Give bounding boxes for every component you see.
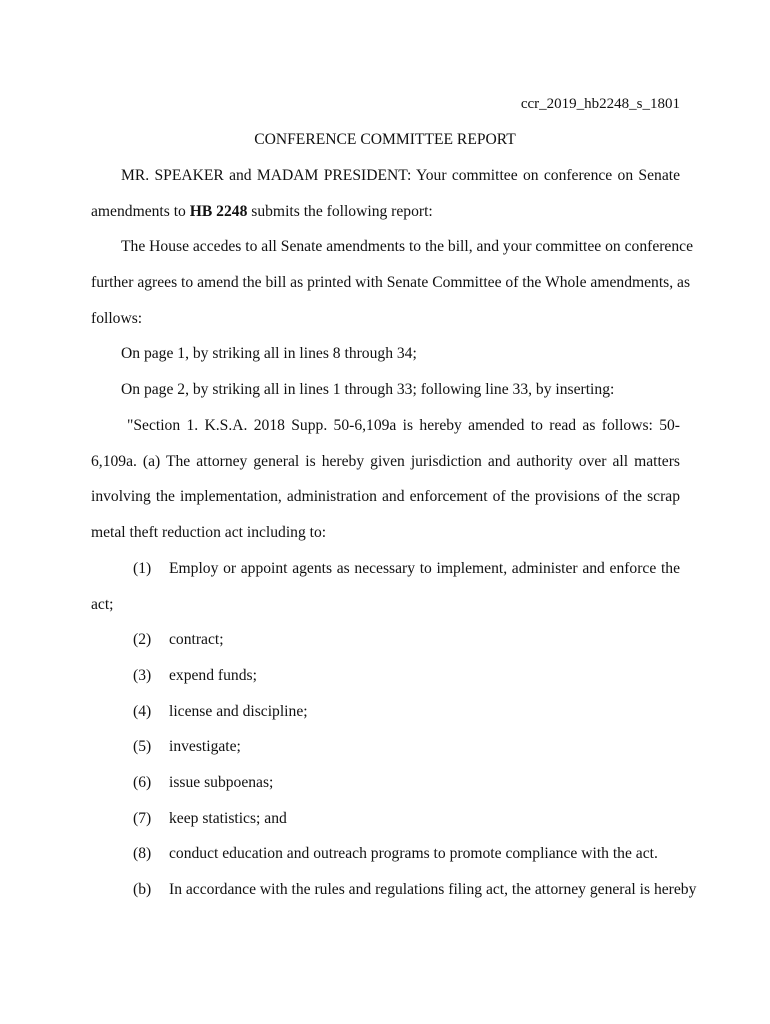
list-item-1 bbox=[133, 560, 680, 578]
list-item-number: (7) bbox=[133, 810, 152, 827]
list-item-2 bbox=[133, 631, 224, 649]
list-item-number: (3) bbox=[133, 667, 152, 684]
section-1-line-2: 6,109a. (a) The attorney general is hereby given jurisdiction and authority over all matters bbox=[91, 453, 680, 470]
list-item-5 bbox=[133, 738, 241, 756]
list-item-number: (1) bbox=[133, 560, 152, 577]
paragraph-1-text-after: submits the following report: bbox=[247, 203, 433, 220]
list-item-8 bbox=[133, 845, 658, 863]
list-item-text: contract; bbox=[169, 631, 224, 648]
paragraph-1-line-1: MR. SPEAKER and MADAM PRESIDENT: Your committee on conference on Senate bbox=[121, 167, 680, 184]
list-item-text: keep statistics; and bbox=[169, 810, 287, 827]
list-item-text: license and discipline; bbox=[169, 703, 308, 720]
list-item-text: investigate; bbox=[169, 738, 241, 755]
bill-number: HB 2248 bbox=[189, 203, 248, 220]
section-1-line-4: metal theft reduction act including to: bbox=[91, 524, 327, 541]
list-item-number: (4) bbox=[133, 703, 152, 720]
paragraph-1-text-before: amendments to bbox=[91, 203, 190, 220]
list-item-7 bbox=[133, 810, 287, 828]
list-item-text: expend funds; bbox=[169, 667, 257, 684]
list-item-text: conduct education and outreach programs to promote compliance with the act. bbox=[169, 845, 658, 862]
list-item-1-continuation: act; bbox=[91, 596, 114, 613]
list-item-number: (6) bbox=[133, 774, 152, 791]
list-item-4 bbox=[133, 703, 308, 721]
paragraph-1-line-2 bbox=[91, 203, 433, 221]
list-item-text: Employ or appoint agents as necessary to implement, administer and enforce the bbox=[169, 560, 680, 577]
list-item-number: (2) bbox=[133, 631, 152, 648]
document-id: ccr_2019_hb2248_s_1801 bbox=[520, 96, 680, 112]
list-item-text: issue subpoenas; bbox=[169, 774, 274, 791]
subsection-letter: (b) bbox=[133, 881, 152, 898]
list-item-3 bbox=[133, 667, 257, 685]
subsection-b bbox=[133, 881, 697, 899]
list-item-6 bbox=[133, 774, 273, 792]
list-item-number: (8) bbox=[133, 845, 152, 862]
subsection-text: In accordance with the rules and regulations filing act, the attorney general is hereby bbox=[169, 881, 697, 898]
section-1-line-1: "Section 1. K.S.A. 2018 Supp. 50-6,109a is hereby amended to read as follows: 50- bbox=[127, 417, 680, 434]
document-title: CONFERENCE COMMITTEE REPORT bbox=[254, 131, 516, 148]
paragraph-4: On page 2, by striking all in lines 1 through 33; following line 33, by inserting: bbox=[121, 381, 615, 398]
section-1-line-3: involving the implementation, administration and enforcement of the provisions of the scrap bbox=[91, 488, 680, 505]
paragraph-2-line-2: further agrees to amend the bill as printed with Senate Committee of the Whole amendments, as bbox=[91, 274, 691, 291]
paragraph-3: On page 1, by striking all in lines 8 through 34; bbox=[121, 345, 417, 362]
paragraph-2-line-1: The House accedes to all Senate amendments to the bill, and your committee on conference bbox=[121, 238, 693, 255]
list-item-number: (5) bbox=[133, 738, 152, 755]
paragraph-2-line-3: follows: bbox=[91, 310, 143, 327]
